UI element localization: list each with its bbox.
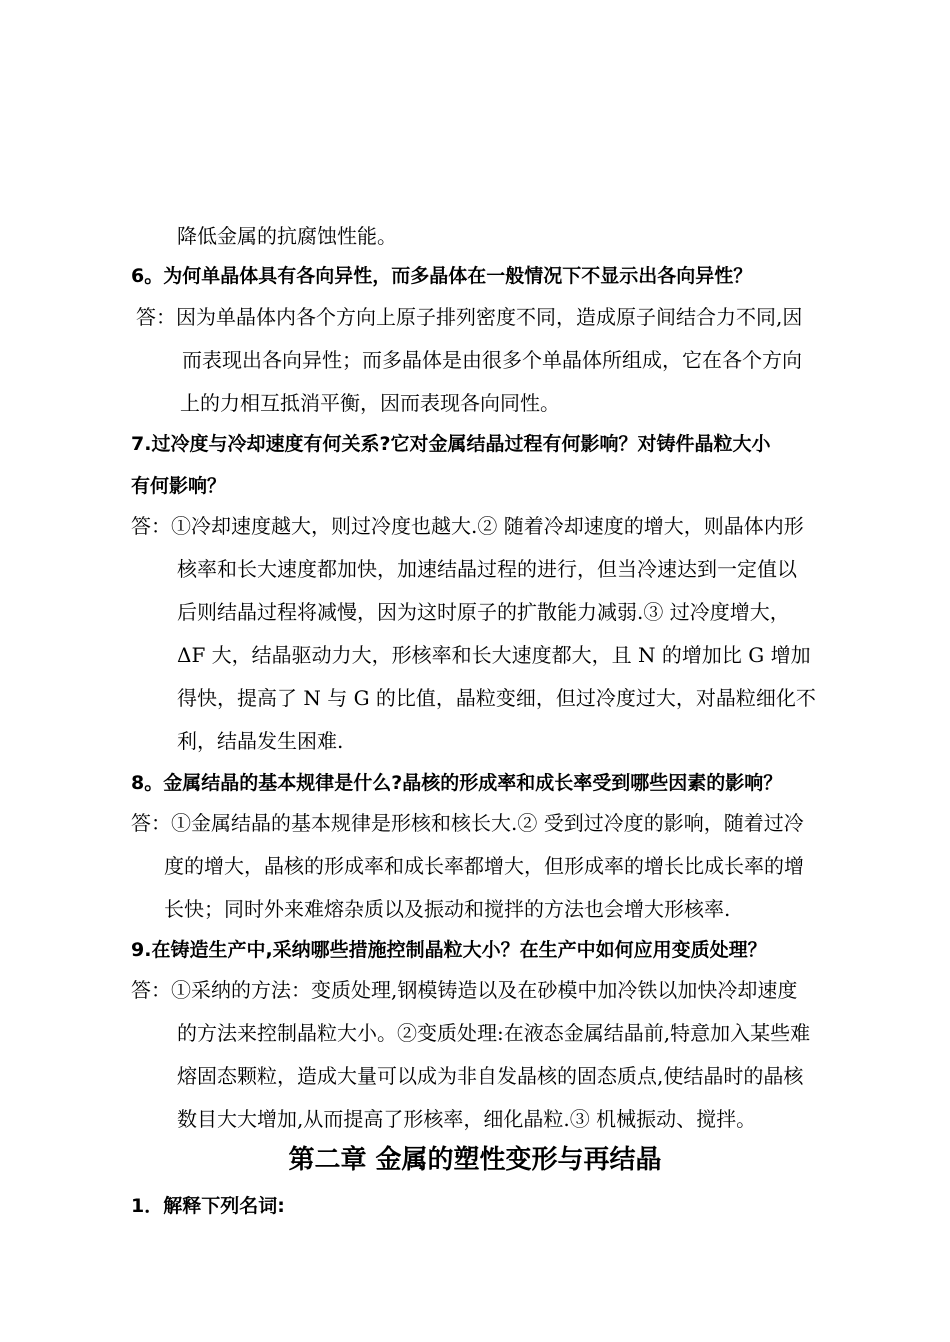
answer-7-line: 核率和长大速度都加快，加速结晶过程的进行，但当冷速达到一定值以: [177, 557, 797, 581]
answer-9-line: 的方法来控制晶粒大小。②变质处理:在液态金属结晶前,特意加入某些难: [177, 1021, 811, 1045]
answer-9-line: 熔固态颗粒，造成大量可以成为非自发晶核的固态质点,使结晶时的晶核: [177, 1064, 804, 1088]
answer-6-line: 上的力相互抵消平衡，因而表现各向同性。: [180, 391, 560, 415]
question-7-heading-cont: 有何影响？: [131, 475, 227, 497]
answer-7-line: 利，结晶发生困难.: [177, 729, 344, 753]
answer-9-line: 答：①采纳的方法：变质处理,钢模铸造以及在砂模中加冷铁以加快冷却速度: [131, 978, 798, 1002]
answer-9-line: 数目大大增加,从而提高了形核率，细化晶粒.③ 机械振动、搅拌。: [177, 1107, 757, 1131]
question-1-heading: 1．解释下列名词:: [131, 1195, 285, 1217]
answer-7-line: 后则结晶过程将减慢，因为这时原子的扩散能力减弱.③ 过冷度增大，: [177, 600, 790, 624]
question-8-heading: 8。金属结晶的基本规律是什么?晶核的形成率和成长率受到哪些因素的影响？: [131, 772, 783, 794]
question-7-heading: 7.过冷度与冷却速度有何关系?它对金属结晶过程有何影响？对铸件晶粒大小: [131, 433, 771, 455]
chapter-title: 第二章 金属的塑性变形与再结晶: [288, 1145, 662, 1175]
answer-7-line: ΔF 大，结晶驱动力大，形核率和长大速度都大，且 N 的增加比 G 增加: [177, 643, 811, 667]
answer-7-line: 得快，提高了 N 与 G 的比值，晶粒变细，但过冷度过大，对晶粒细化不: [177, 686, 816, 710]
question-6-heading: 6。为何单晶体具有各向异性，而多晶体在一般情况下不显示出各向异性？: [131, 265, 753, 287]
answer-6-line: 而表现出各向异性；而多晶体是由很多个单晶体所组成，它在各个方向: [182, 348, 802, 372]
answer-7-line: 答：①冷却速度越大，则过冷度也越大.② 随着冷却速度的增大，则晶体内形: [131, 514, 804, 538]
answer-8-line: 度的增大，晶核的形成率和成长率都增大，但形成率的增长比成长率的增: [164, 854, 804, 878]
answer-8-line: 答：①金属结晶的基本规律是形核和核长大.② 受到过冷度的影响，随着过冷: [131, 811, 804, 835]
question-9-heading: 9.在铸造生产中,采纳哪些措施控制晶粒大小？在生产中如何应用变质处理？: [131, 939, 767, 961]
answer-8-line: 长快；同时外来难熔杂质以及振动和搅拌的方法也会增大形核率.: [164, 897, 731, 921]
answer-6-line: 答：因为单晶体内各个方向上原子排列密度不同，造成原子间结合力不同,因: [136, 305, 803, 329]
text-line: 降低金属的抗腐蚀性能。: [177, 224, 397, 248]
